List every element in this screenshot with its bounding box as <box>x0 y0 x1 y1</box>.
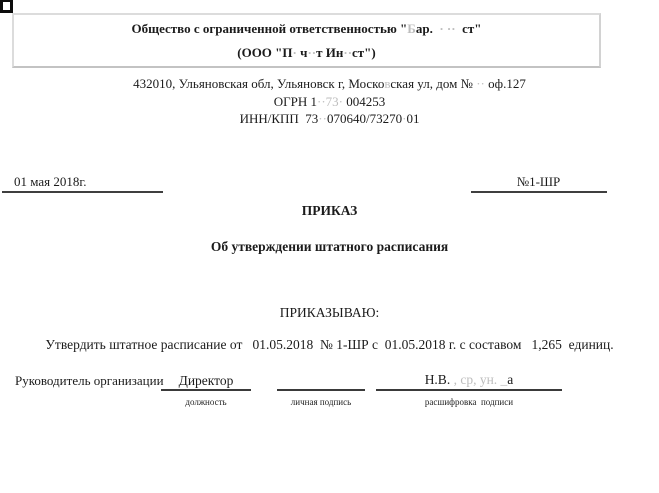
order-date: 01 мая 2018г. <box>14 174 87 189</box>
order-number: №1-ШР <box>516 174 561 189</box>
signature-position-underline <box>161 389 251 391</box>
company-inn-kpp: ИНН/КПП 73··070640/73270·01 <box>239 111 420 126</box>
company-ogrn: ОГРН 1··73· 004253 <box>273 94 386 109</box>
company-full-name: Общество с ограниченной ответственностью "Бар. · ·· ст" <box>131 21 482 36</box>
company-short-name: (ООО "П· ч··т Ин··ст") <box>237 45 376 60</box>
company-address: 432010, Ульяновская обл, Ульяновск г, Московская ул, дом № ·· оф.127 <box>133 76 526 91</box>
order-date-underline <box>2 191 163 193</box>
order-number-underline <box>471 191 607 193</box>
order-subject: Об утверждении штатного расписания <box>210 239 449 254</box>
signature-position-value: Директор <box>178 373 234 388</box>
order-command: ПРИКАЗЫВАЮ: <box>279 305 380 320</box>
order-body-text: Утвердить штатное расписание от 01.05.2018 № 1-ШР с 01.05.2018 г. с составом 1,265 единиц. <box>45 337 614 352</box>
signature-sign-caption: личная подпись <box>290 397 352 407</box>
signature-name-caption: расшифровка подписи <box>424 397 514 407</box>
signature-name-value: Н.В. , ср, ун. _а <box>424 372 514 387</box>
signature-sign-underline <box>277 389 365 391</box>
signature-role-label: Руководитель организации <box>15 373 164 388</box>
corner-crop-mark <box>0 0 13 13</box>
signature-name-underline <box>376 389 562 391</box>
signature-position-caption: должность <box>185 397 227 407</box>
company-header-frame[interactable] <box>12 13 601 68</box>
order-title: ПРИКАЗ <box>301 203 358 218</box>
